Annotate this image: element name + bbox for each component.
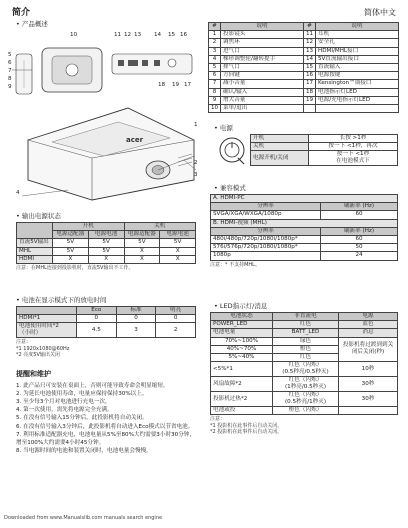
list-item: 2. 为延长电池使用寿命，电量应保持保持30%以上。 bbox=[16, 391, 148, 398]
table-cell: 5V bbox=[124, 239, 160, 247]
output-sub-2: 电源电池 bbox=[88, 231, 124, 239]
table-cell: 调焦环 bbox=[221, 39, 304, 47]
note-line: *2 投影机在此事件后自动关闭。 bbox=[210, 429, 283, 436]
table-cell: 5V bbox=[160, 239, 196, 247]
table-cell: X bbox=[160, 247, 196, 255]
list-item: 8. 当电源时间的电池和装置关闭时，电池电量会慢慢。 bbox=[16, 447, 152, 454]
led-col-power: 电源 bbox=[339, 313, 398, 321]
callout-5: 5 bbox=[8, 52, 12, 58]
table-row bbox=[211, 337, 398, 345]
language-label: 简体中文 bbox=[364, 8, 396, 17]
table-row bbox=[209, 55, 399, 63]
table-cell: SVGA/XGA/WXGA/1080p bbox=[211, 211, 321, 219]
table-cell: 2 bbox=[209, 39, 221, 47]
table-cell: 红色 bbox=[273, 321, 339, 329]
tips-list bbox=[16, 382, 196, 455]
table-row bbox=[211, 244, 398, 252]
battery-col-eco: Eco bbox=[77, 307, 117, 315]
table-row bbox=[17, 323, 196, 338]
parts-col-desc-2: 说明 bbox=[316, 23, 399, 31]
table-cell: 投影机过热*2 bbox=[211, 392, 273, 407]
table-cell: 排气口 bbox=[221, 63, 304, 71]
battery-col-bright: 明亮 bbox=[156, 307, 196, 315]
battery-notes bbox=[16, 339, 196, 359]
table-cell: 5V bbox=[88, 239, 124, 247]
table-cell: 直流输入 bbox=[316, 63, 399, 71]
table-row bbox=[209, 88, 399, 96]
table-cell: 进气口 bbox=[221, 47, 304, 55]
list-item: 4. 第一次使用，需先将电源完全充满。 bbox=[16, 407, 113, 414]
power-table bbox=[250, 134, 398, 166]
table-row bbox=[251, 151, 398, 166]
table-row bbox=[251, 135, 398, 143]
table-cell: 9 bbox=[209, 96, 221, 104]
table-cell: 红色 bbox=[273, 353, 339, 361]
table-cell: 50 bbox=[321, 244, 398, 252]
table-cell: 耳机 bbox=[316, 31, 399, 39]
callout-6: 6 bbox=[8, 60, 12, 66]
output-sub-3: 电源适配器 bbox=[124, 231, 160, 239]
table-cell: 安全孔 bbox=[316, 39, 399, 47]
table-cell: 15 bbox=[304, 63, 316, 71]
table-cell: 风扇故障*2 bbox=[211, 377, 273, 392]
table-cell: 5V bbox=[53, 247, 89, 255]
table-row bbox=[211, 321, 398, 329]
table-row bbox=[17, 255, 196, 263]
parts-table bbox=[208, 22, 398, 113]
table-cell: 长按 >1秒 bbox=[309, 135, 398, 143]
table-cell: 0 bbox=[156, 315, 196, 323]
callout-19: 19 bbox=[172, 82, 180, 88]
tips-heading: 提醒和维护 bbox=[16, 370, 51, 378]
table-cell: 菜单/退出 bbox=[221, 104, 304, 112]
table-cell: 0 bbox=[77, 315, 117, 323]
page-title: 简介 bbox=[12, 8, 31, 18]
table-cell: 8 bbox=[209, 88, 221, 96]
table-cell: 7 bbox=[209, 80, 221, 88]
table-row bbox=[17, 247, 196, 255]
compat-heading: • 兼容模式 bbox=[214, 184, 246, 192]
table-cell: 关机 bbox=[251, 143, 309, 151]
table-row bbox=[17, 315, 196, 323]
table-row bbox=[209, 72, 399, 80]
table-cell: 13 bbox=[304, 47, 316, 55]
table-cell: 电源/充电指示灯LED bbox=[316, 96, 399, 104]
callout-13: 13 bbox=[134, 32, 142, 38]
table-row bbox=[211, 377, 398, 392]
power-button-illustration bbox=[216, 134, 248, 166]
table-cell bbox=[339, 407, 398, 415]
table-cell: 40%~70% bbox=[211, 345, 273, 353]
table-cell: X bbox=[124, 255, 160, 263]
callout-16: 16 bbox=[180, 32, 188, 38]
table-cell: 蓝色 bbox=[339, 321, 398, 329]
list-item: 7. 利用标准适配器充电，电池电量从5%至80%大约需要3小时30分钟，增至100%大约需要4小时45分钟。 bbox=[16, 431, 195, 446]
table-row bbox=[17, 239, 196, 247]
table-cell bbox=[316, 104, 399, 112]
table-cell: 60 bbox=[321, 211, 398, 219]
compat-b-col-rate: 刷新率 (Hz) bbox=[321, 227, 398, 235]
table-cell: X bbox=[160, 255, 196, 263]
table-cell: 确认/输入 bbox=[221, 88, 304, 96]
battery-col-standard: 标准 bbox=[116, 307, 156, 315]
list-item: 3. 至少每3个月对电池进行充电一次。 bbox=[16, 399, 111, 406]
compat-b-label: B. HDMI-视频 (MHL) bbox=[211, 219, 398, 227]
table-cell: 电池电量 bbox=[211, 329, 273, 337]
projector-illustration bbox=[8, 30, 200, 208]
table-cell: 橙色 bbox=[273, 345, 339, 353]
table-row bbox=[209, 31, 399, 39]
table-row bbox=[211, 211, 398, 219]
table-cell: 绿色 bbox=[273, 337, 339, 345]
table-cell: 红色（闪烁） (1秒亮/0.5秒灭) bbox=[273, 377, 339, 392]
callout-1: 1 bbox=[194, 122, 198, 128]
table-cell: 开机 bbox=[251, 135, 309, 143]
callout-12: 12 bbox=[124, 32, 132, 38]
callout-10: 10 bbox=[70, 32, 78, 38]
table-cell: 红色（闪烁） (0.5秒亮/0.5秒灭) bbox=[273, 362, 339, 377]
acer-logo: acer bbox=[126, 136, 144, 144]
table-cell: 直流5V输出 bbox=[17, 239, 53, 247]
table-cell: 消息 bbox=[339, 329, 398, 337]
table-cell: POWER_LED bbox=[211, 321, 273, 329]
table-cell: 电源开机/关闭 bbox=[251, 151, 309, 166]
table-cell: 电池使用时间*2 （小时） bbox=[17, 323, 77, 338]
callout-3: 3 bbox=[194, 172, 198, 178]
table-cell: 12 bbox=[304, 39, 316, 47]
output-sub-4: 电源电池 bbox=[160, 231, 196, 239]
table-cell: HDMI/MHL接口 bbox=[316, 47, 399, 55]
table-cell: BATT_LED bbox=[273, 329, 339, 337]
table-cell: 红色（闪烁） (0.5秒亮/1秒灭) bbox=[273, 392, 339, 407]
overview-heading: • 产品概述 bbox=[16, 20, 48, 28]
led-table bbox=[210, 312, 398, 436]
table-cell: 电池指示灯LED bbox=[316, 88, 399, 96]
callout-15: 15 bbox=[168, 32, 176, 38]
note-line: *1 1920x1080@60Hz bbox=[16, 345, 70, 352]
projector-diagram bbox=[8, 30, 200, 208]
table-cell: 1080p bbox=[211, 252, 321, 260]
table-cell: 梯形调整轮/翻转提手 bbox=[221, 55, 304, 63]
table-row bbox=[209, 39, 399, 47]
table-row bbox=[211, 392, 398, 407]
table-cell: 4 bbox=[209, 55, 221, 63]
table-cell: 30秒 bbox=[339, 377, 398, 392]
output-note: 注意：在MHL连接到投影机时，直流5V输出不工作。 bbox=[16, 264, 134, 271]
callout-11: 11 bbox=[114, 32, 122, 38]
table-cell: 10秒 bbox=[339, 362, 398, 377]
note-line: 注意： bbox=[16, 339, 32, 346]
compat-a-label: A. HDMI-PC bbox=[211, 195, 398, 203]
compat-note: 注意：* 不支持MHL。 bbox=[210, 261, 260, 268]
table-cell: HDMI bbox=[17, 255, 53, 263]
battery-table bbox=[16, 306, 196, 359]
table-cell: 16 bbox=[304, 72, 316, 80]
table-cell: 14 bbox=[304, 55, 316, 63]
table-cell: HDMI*1 bbox=[17, 315, 77, 323]
list-item: 1. 此产品只可安装在桌面上，否则可能导致寿命会明显缩短。 bbox=[16, 383, 169, 389]
table-row bbox=[211, 407, 398, 415]
callout-9: 9 bbox=[8, 84, 12, 90]
compat-a-col-rate: 刷新率 (Hz) bbox=[321, 203, 398, 211]
output-table bbox=[16, 222, 196, 271]
callout-18: 18 bbox=[158, 82, 166, 88]
table-cell: 5V bbox=[53, 239, 89, 247]
table-row bbox=[209, 47, 399, 55]
download-footer: Downloaded from www.Manualslib.com manuals search engine bbox=[4, 515, 163, 521]
table-cell: MHL bbox=[17, 247, 53, 255]
table-cell: 0 bbox=[116, 315, 156, 323]
callout-7: 7 bbox=[8, 68, 12, 74]
battery-col-blank bbox=[17, 307, 77, 315]
table-row bbox=[211, 362, 398, 377]
table-row bbox=[209, 80, 399, 88]
table-cell: 橙色（闪烁） bbox=[273, 407, 339, 415]
table-cell: 576i/576p/720p/1080i/1080p* bbox=[211, 244, 321, 252]
list-item: 5. 在没有信号输入15分钟后，此投影机将自动关闭。 bbox=[16, 415, 148, 422]
table-cell: Kensington™锁接口 bbox=[316, 80, 399, 88]
table-row bbox=[209, 104, 399, 112]
table-cell: 电池或投 bbox=[211, 407, 273, 415]
table-cell: X bbox=[124, 247, 160, 255]
table-cell: 按一下 <1秒 在电池模式下 bbox=[309, 151, 398, 166]
table-cell: 480i/480p/720p/1080i/1080p* bbox=[211, 235, 321, 243]
led-notes bbox=[210, 416, 398, 436]
table-cell: <5%*1 bbox=[211, 362, 273, 377]
led-merged-message: 投影机将过渡到到关闭后关闭(秒) bbox=[339, 337, 398, 362]
table-cell: 70%~100% bbox=[211, 337, 273, 345]
table-cell: 5%~40% bbox=[211, 353, 273, 361]
table-cell: 2 bbox=[156, 323, 196, 338]
compat-b-col-res: 分辨率 bbox=[211, 227, 321, 235]
table-cell: 6 bbox=[209, 72, 221, 80]
compat-a-col-res: 分辨率 bbox=[211, 203, 321, 211]
table-cell: 电源按键 bbox=[316, 72, 399, 80]
table-cell: 方向键 bbox=[221, 72, 304, 80]
battery-heading: • 电池在显示模式下的放电时间 bbox=[16, 296, 106, 304]
table-cell: 17 bbox=[304, 80, 316, 88]
callout-17: 17 bbox=[184, 82, 192, 88]
table-row bbox=[211, 329, 398, 337]
table-cell: 30秒 bbox=[339, 392, 398, 407]
output-group-off: 关机 bbox=[124, 223, 196, 231]
parts-col-num-2: # bbox=[304, 23, 316, 31]
table-cell bbox=[304, 104, 316, 112]
table-cell: 投影镜头 bbox=[221, 31, 304, 39]
table-cell: 5V直流输出接口 bbox=[316, 55, 399, 63]
table-cell: 18 bbox=[304, 88, 316, 96]
callout-4: 4 bbox=[16, 190, 20, 196]
table-row bbox=[209, 63, 399, 71]
table-cell: X bbox=[53, 255, 89, 263]
table-row bbox=[211, 252, 398, 260]
callout-8: 8 bbox=[8, 76, 12, 82]
table-cell: 24 bbox=[321, 252, 398, 260]
output-heading: • 输出电源状态 bbox=[16, 212, 61, 220]
table-cell: 3 bbox=[209, 47, 221, 55]
table-cell: 5 bbox=[209, 63, 221, 71]
table-cell: 10 bbox=[209, 104, 221, 112]
led-heading: • LED指示灯/消息 bbox=[214, 302, 267, 310]
output-group-on: 开机 bbox=[53, 223, 125, 231]
note-line: *1 投影机在此事件后自动关闭。 bbox=[210, 422, 283, 429]
table-cell: 60 bbox=[321, 235, 398, 243]
power-heading: • 电源 bbox=[214, 124, 233, 132]
table-cell: 11 bbox=[304, 31, 316, 39]
callout-14: 14 bbox=[154, 32, 162, 38]
table-cell: 增大音量 bbox=[221, 96, 304, 104]
list-item: 6. 在没有信号输入3分钟后，此投影机将自动进入Eco模式以节省电池。 bbox=[16, 423, 194, 430]
note-line: 注意： bbox=[210, 416, 226, 423]
led-col-status: 电池状态 bbox=[211, 313, 273, 321]
parts-col-desc: 说明 bbox=[221, 23, 304, 31]
compat-table bbox=[210, 194, 398, 268]
table-cell: 4.5 bbox=[77, 323, 117, 338]
table-cell: X bbox=[88, 255, 124, 263]
note-line: *2 亮度5V输出关闭 bbox=[16, 352, 60, 359]
table-cell: 按一下 <1秒，再次 bbox=[309, 143, 398, 151]
callout-2: 2 bbox=[194, 160, 198, 166]
table-cell: 5V bbox=[88, 247, 124, 255]
table-row bbox=[211, 235, 398, 243]
parts-col-num: # bbox=[209, 23, 221, 31]
table-cell: 19 bbox=[304, 96, 316, 104]
output-sub-1: 电源适配器 bbox=[53, 231, 89, 239]
led-col-nondc: 非直流电 bbox=[273, 313, 339, 321]
table-cell: 3 bbox=[116, 323, 156, 338]
power-icon bbox=[216, 134, 248, 166]
table-cell: 1 bbox=[209, 31, 221, 39]
table-row bbox=[209, 96, 399, 104]
table-cell: 减小音量 bbox=[221, 80, 304, 88]
table-row bbox=[251, 143, 398, 151]
